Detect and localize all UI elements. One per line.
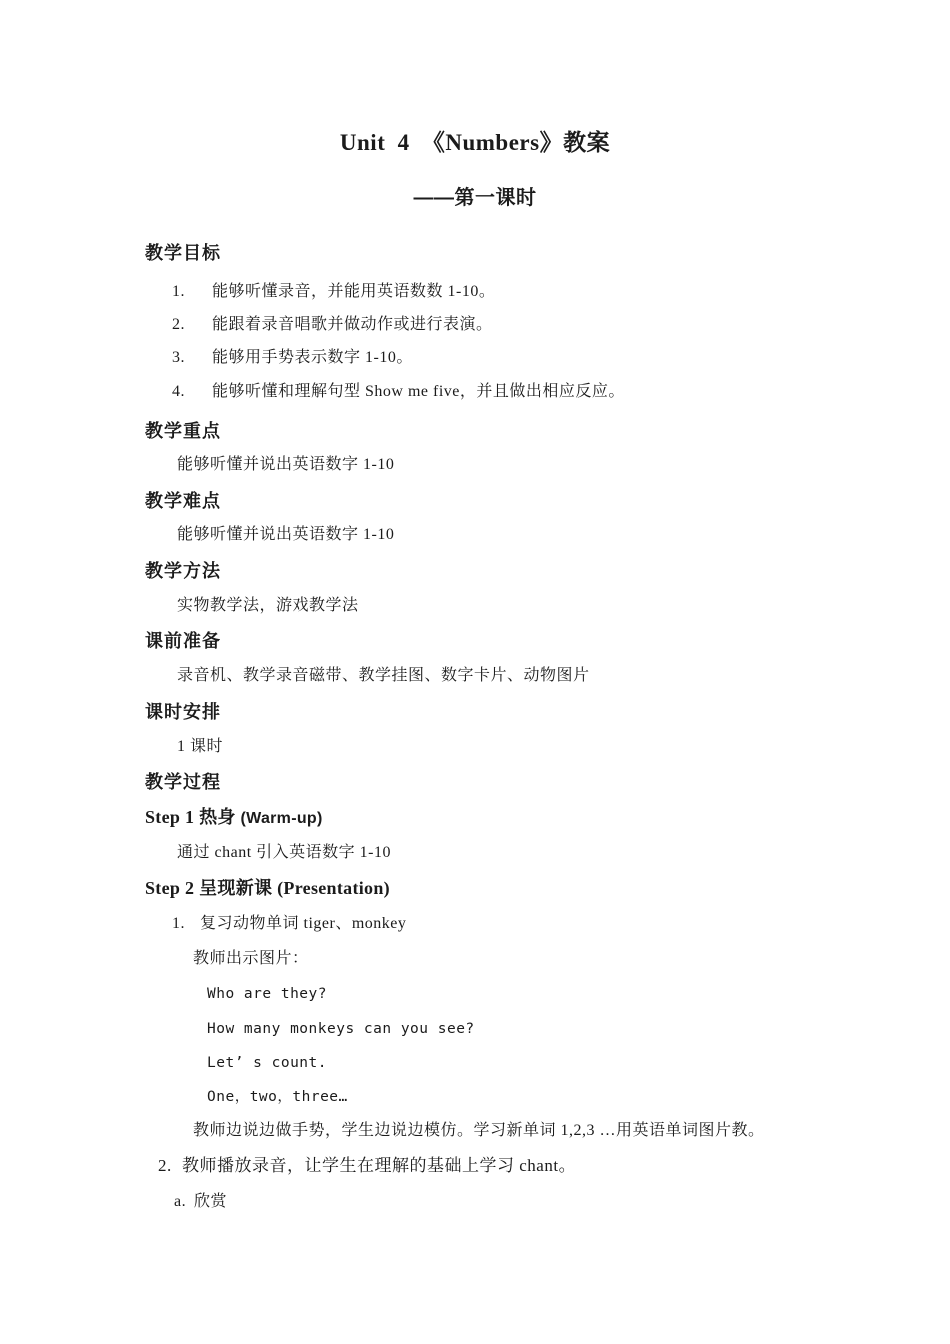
step2-heading (145, 872, 390, 904)
step1-paren: (Warm-up) (240, 810, 323, 827)
step2-item-1 (172, 908, 406, 940)
sub-item-text: 欣赏 (194, 1193, 228, 1210)
objective-item-number: 3. (172, 349, 185, 366)
objective-item-text: 能够用手势表示数字 1-10。 (212, 349, 413, 366)
doc-subtitle: ——第一课时 (413, 187, 537, 209)
objective-item-text: 能够听懂和理解句型 Show me five，并且做出相应反应。 (212, 383, 625, 400)
step2-item-text: 复习动物单词 tiger、monkey (200, 915, 407, 932)
objective-item-number: 1. (172, 283, 185, 300)
dialog-line-1: Who are they? (207, 986, 327, 1002)
section-heading-objectives: 教学目标 (145, 243, 221, 263)
step1-label: Step 1 热身 (145, 807, 241, 827)
section-heading-schedule: 课时安排 (145, 702, 221, 722)
step1-heading (145, 801, 323, 835)
section-heading-preparation: 课前准备 (145, 631, 221, 651)
step2-item-text: 教师播放录音，让学生在理解的基础上学习 chant。 (182, 1156, 577, 1175)
step2-item-number: 1. (172, 915, 185, 932)
objective-item-number: 2. (172, 316, 185, 333)
step2-sub-item-a (174, 1186, 227, 1218)
dialog-line-2: How many monkeys can you see? (207, 1021, 475, 1037)
objective-item-number: 4. (172, 383, 185, 400)
teacher-note: 教师边说边做手势，学生边说边模仿。学习新单词 1,2,3 …用英语单词图片教。 (193, 1122, 765, 1139)
objective-item-4 (172, 376, 625, 408)
doc-title: Unit 4 《Numbers》教案 (339, 130, 611, 155)
section-heading-key-points: 教学重点 (145, 421, 221, 441)
section-heading-methods: 教学方法 (145, 561, 221, 581)
methods-body: 实物教学法，游戏教学法 (177, 597, 359, 614)
teacher-prompt: 教师出示图片： (193, 950, 309, 967)
objective-item-text: 能够听懂录音，并能用英语数数 1-10。 (212, 283, 496, 300)
dialog-line-3: Let’ s count. (207, 1055, 327, 1071)
step2-item-2 (158, 1150, 576, 1182)
step2-item-number: 2. (158, 1156, 172, 1175)
sub-item-letter: a. (174, 1193, 187, 1210)
dialog-line-4: One，two，three… (207, 1089, 348, 1105)
step2-paren: (Presentation) (277, 878, 390, 898)
key-points-body: 能够听懂并说出英语数字 1-10 (177, 456, 395, 473)
section-heading-process: 教学过程 (145, 772, 221, 792)
objective-item-2 (172, 309, 493, 341)
objective-item-1 (172, 276, 495, 308)
step1-body: 通过 chant 引入英语数字 1-10 (177, 844, 391, 861)
objective-item-text: 能跟着录音唱歌并做动作或进行表演。 (212, 316, 493, 333)
difficult-points-body: 能够听懂并说出英语数字 1-10 (177, 526, 395, 543)
preparation-body: 录音机、教学录音磁带、教学挂图、数字卡片、动物图片 (177, 667, 590, 684)
schedule-body: 1 课时 (177, 738, 224, 755)
step2-label: Step 2 呈现新课 (145, 878, 278, 898)
objective-item-3 (172, 342, 413, 374)
section-heading-difficult-points: 教学难点 (145, 491, 221, 511)
